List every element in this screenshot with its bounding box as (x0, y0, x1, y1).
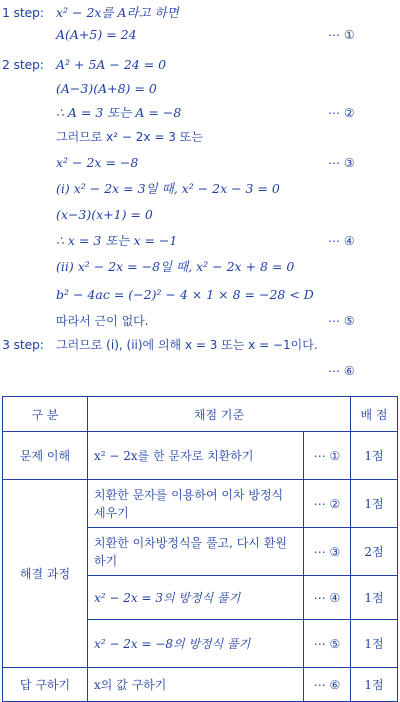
criteria-cell: x² − 2x = −8의 방정식 풀기 (88, 620, 304, 668)
line-content: x² − 2x를 A라고 하면 (56, 5, 179, 20)
mark-cell: ⋯ ⑥ (304, 668, 351, 702)
solution-line-2 (0, 24, 400, 46)
line-content: x² − 2x = −8 (56, 155, 139, 170)
line-content: 그러므로 x² − 2x = 3 또는 (56, 130, 203, 144)
solution-line-4 (0, 78, 400, 100)
table-row (3, 432, 398, 480)
mark-cell: ⋯ ⑤ (304, 620, 351, 668)
line-content: ∴ A = 3 또는 A = −8 (56, 105, 182, 120)
criteria-cell: x² − 2x = 3의 방정식 풀기 (88, 576, 304, 620)
solution-line-12 (0, 284, 400, 306)
line-content: (A−3)(A+8) = 0 (56, 81, 157, 96)
step-mark: ⋯ ⑤ (328, 314, 355, 328)
mark-cell: ⋯ ③ (304, 528, 351, 576)
line-content: (x−3)(x+1) = 0 (56, 207, 153, 222)
section-cell: 문제 이해 (3, 432, 88, 480)
solution-line-10 (0, 230, 400, 252)
solution-line-6 (0, 126, 400, 148)
step-mark: ⋯ ③ (328, 156, 355, 170)
step-mark: ⋯ ⑥ (328, 364, 355, 378)
table-row (3, 480, 398, 528)
line-content: ∴ x = 3 또는 x = −1 (56, 233, 178, 248)
criteria-cell: 치환한 문자를 이용하여 이차 방정식 세우기 (88, 480, 304, 528)
solution-line-14 (0, 334, 400, 356)
solution-line-11 (0, 256, 400, 278)
line-content: 따라서 근이 없다. (56, 314, 149, 328)
criteria-cell: 치환한 이차방정식을 풀고, 다시 환원하기 (88, 528, 304, 576)
score-cell: 1점 (351, 480, 398, 528)
step-mark: ⋯ ② (328, 106, 355, 120)
table-row (3, 668, 398, 702)
header-section: 구 분 (3, 397, 88, 432)
line-content: (ⅰ) x² − 2x = 3일 때, x² − 2x − 3 = 0 (56, 181, 280, 196)
solution-line-8 (0, 178, 400, 200)
solution-line-5 (0, 102, 400, 124)
grading-table (2, 396, 398, 702)
criteria-cell: x² − 2x를 한 문자로 치환하기 (88, 432, 304, 480)
mark-cell: ⋯ ① (304, 432, 351, 480)
line-content: A(A+5) = 24 (56, 27, 137, 42)
step-label: 1 step: (2, 5, 44, 20)
step-label: 3 step: (2, 337, 44, 352)
header-criteria: 채점 기준 (88, 397, 351, 432)
solution-line-3 (0, 54, 400, 76)
line-content: (ⅱ) x² − 2x = −8일 때, x² − 2x + 8 = 0 (56, 259, 295, 274)
step-mark: ⋯ ① (328, 28, 355, 42)
step-mark: ⋯ ④ (328, 234, 355, 248)
solution-line-7 (0, 152, 400, 174)
score-cell: 2점 (351, 528, 398, 576)
table-header-row (3, 397, 398, 432)
score-cell: 1점 (351, 432, 398, 480)
line-content: b² − 4ac = (−2)² − 4 × 1 × 8 = −28 < D (56, 287, 314, 302)
score-cell: 1점 (351, 620, 398, 668)
header-score: 배 점 (351, 397, 398, 432)
solution-line-1 (0, 2, 400, 24)
section-cell: 해결 과정 (3, 480, 88, 668)
solution-line-9 (0, 204, 400, 226)
mark-cell: ⋯ ② (304, 480, 351, 528)
solution-line-15 (0, 360, 400, 382)
step-label: 2 step: (2, 57, 44, 72)
criteria-cell: x의 값 구하기 (88, 668, 304, 702)
line-content: 그러므로 (i), (ii)에 의해 x = 3 또는 x = −1이다. (56, 338, 318, 352)
section-cell: 답 구하기 (3, 668, 88, 702)
mark-cell: ⋯ ④ (304, 576, 351, 620)
line-content: A² + 5A − 24 = 0 (56, 57, 167, 72)
score-cell: 1점 (351, 668, 398, 702)
solution-line-13 (0, 310, 400, 332)
score-cell: 1점 (351, 576, 398, 620)
